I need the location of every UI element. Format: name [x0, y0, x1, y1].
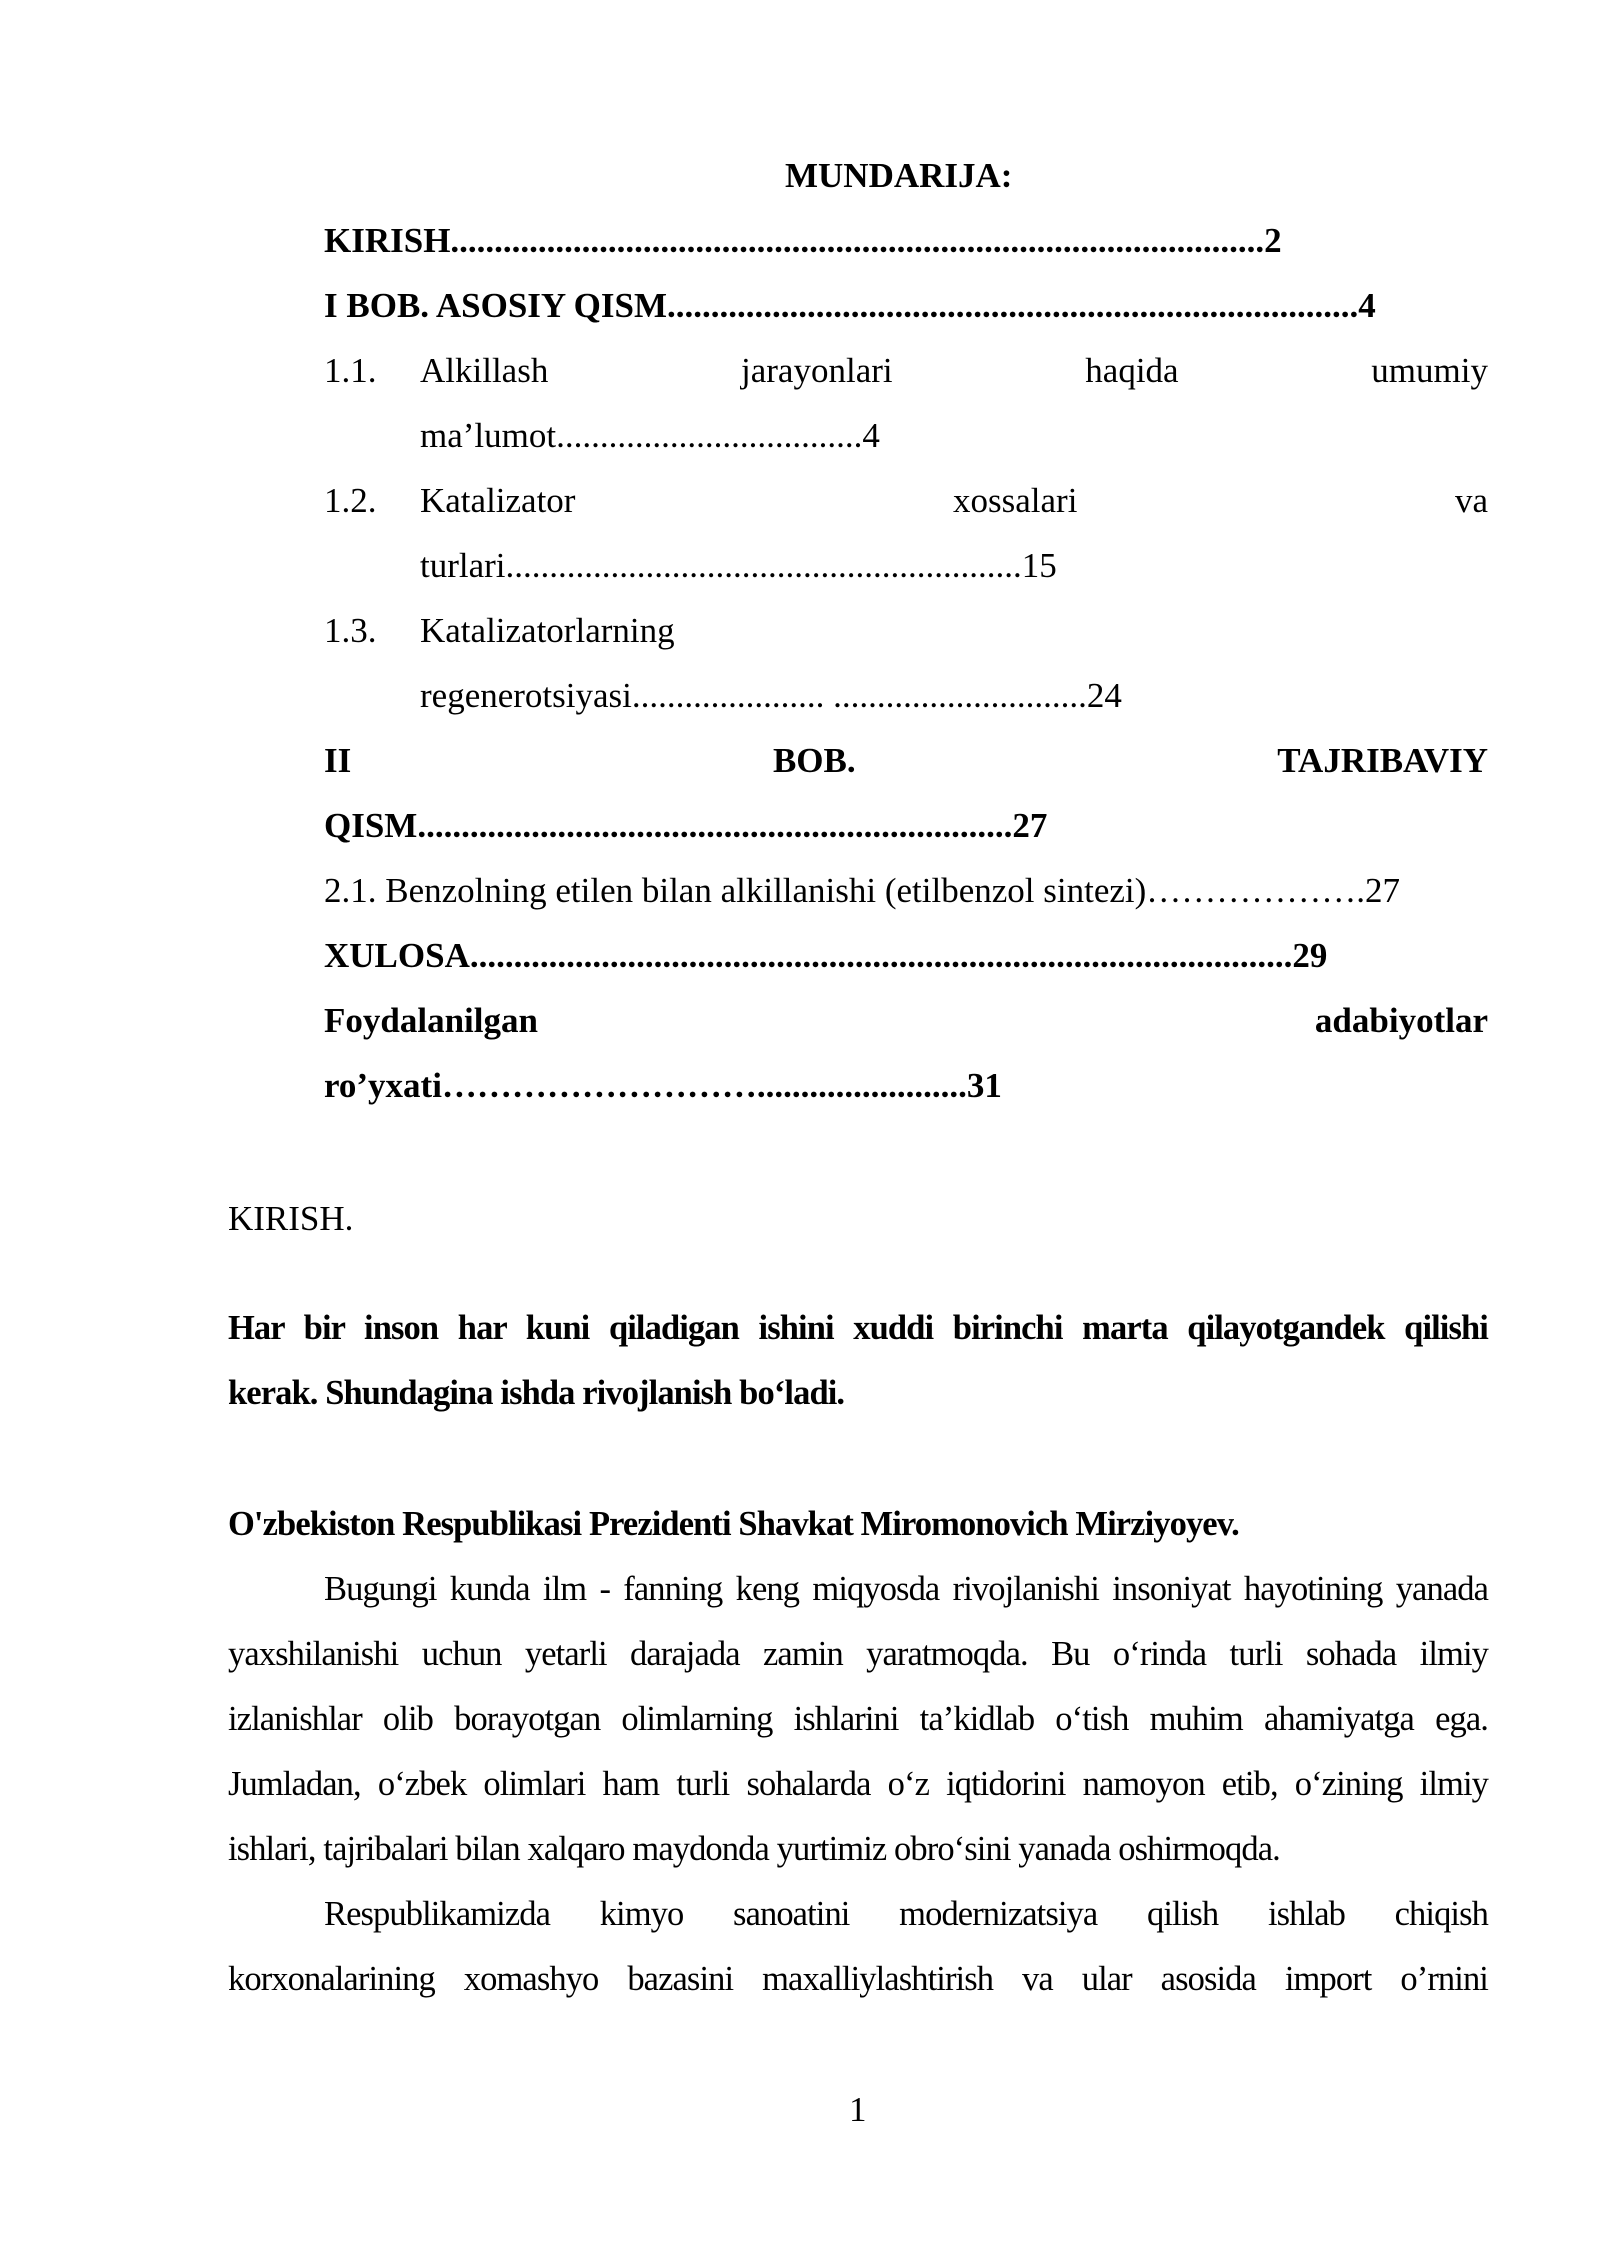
toc-entry-1-2-title [420, 479, 1488, 523]
epigraph-text: Har bir inson har kuni qiladigan ishini xuddi birinchi marta qilayotgandek qilishi [228, 1309, 1488, 1347]
toc-entry-1-3-number: 1.3. [324, 611, 377, 650]
toc-word: haqida [1085, 351, 1179, 390]
toc-word: II [324, 741, 352, 780]
toc-entry-1-1-continuation: ma’lumot...................................4 [420, 416, 880, 455]
toc-entry-references-continuation: ro’yxati………………………........................31 [324, 1066, 1002, 1105]
toc-word: TAJRIBAVIY [1277, 741, 1488, 780]
toc-entry-1-3-title: Katalizatorlarning [420, 611, 675, 650]
toc-entry-bob2-title [324, 739, 1488, 783]
epigraph-line-1 [228, 1306, 1488, 1350]
paragraph-1-line-3: izlanishlar olib borayotgan olimlarning ishlarini ta’kidlab o‘tish muhim ahamiyatga ega. [228, 1700, 1488, 1738]
toc-word: BOB. [772, 741, 856, 780]
toc-word: jarayonlari [741, 351, 893, 390]
paragraph-1-line-2: yaxshilanishi uchun yetarli darajada zamin yaratmoqda. Bu o‘rinda turli sohada ilmiy [228, 1635, 1488, 1673]
toc-entry-references-title [324, 999, 1488, 1043]
toc-word: Alkillash [420, 351, 549, 390]
toc-word: adabiyotlar [1314, 1001, 1488, 1040]
toc-entry-1-1-number: 1.1. [324, 351, 377, 390]
toc-word: umumiy [1371, 351, 1488, 390]
toc-word: xossalari [953, 481, 1078, 520]
toc-entry-xulosa: XULOSA..............................................................................................29 [324, 936, 1328, 975]
paragraph-2-line-1: Respublikamizda kimyo sanoatini modernizatsiya qilish ishlab chiqish [324, 1895, 1488, 1933]
page-number: 1 [849, 2090, 867, 2129]
toc-word: va [1454, 481, 1488, 520]
toc-entry-bob2-continuation: QISM....................................................................27 [324, 806, 1048, 845]
paragraph-1-line-4: Jumladan, o‘zbek olimlari ham turli sohalarda o‘z iqtidorini namoyon etib, o‘zining ilmiy [228, 1765, 1488, 1803]
paragraph-1-line-1: Bugungi kunda ilm - fanning keng miqyosda rivojlanishi insoniyat hayotining yanada [324, 1570, 1488, 1608]
paragraph-1-line-5: ishlari, tajribalari bilan xalqaro maydonda yurtimiz obro‘sini yanada oshirmoqda. [228, 1830, 1280, 1868]
toc-entry-kirish: KIRISH.............................................................................................2 [324, 221, 1282, 260]
toc-entry-1-3-continuation: regenerotsiyasi...................... .............................24 [420, 676, 1122, 715]
epigraph-line-2: kerak. Shundagina ishda rivojlanish bo‘ladi. [228, 1374, 845, 1412]
toc-entry-1-1-title [420, 349, 1488, 393]
toc-entry-bob1: I BOB. ASOSIY QISM...............................................................................4 [324, 286, 1376, 325]
paragraph-2-line-2: korxonalarining xomashyo bazasini maxalliylashtirish va ular asosida import o’rnini [228, 1960, 1488, 1998]
toc-entry-2-1: 2.1. Benzolning etilen bilan alkillanishi (etilbenzol sintezi)……………….27 [324, 871, 1401, 910]
toc-heading: MUNDARIJA: [785, 156, 1013, 195]
toc-entry-1-2-continuation: turlari...........................................................15 [420, 546, 1057, 585]
intro-heading: KIRISH. [228, 1199, 354, 1238]
toc-word: Katalizator [420, 481, 576, 520]
epigraph-author: O'zbekiston Respublikasi Prezidenti Shavkat Miromonovich Mirziyoyev. [228, 1505, 1239, 1543]
toc-entry-1-2-number: 1.2. [324, 481, 377, 520]
toc-word: Foydalanilgan [324, 1001, 538, 1040]
